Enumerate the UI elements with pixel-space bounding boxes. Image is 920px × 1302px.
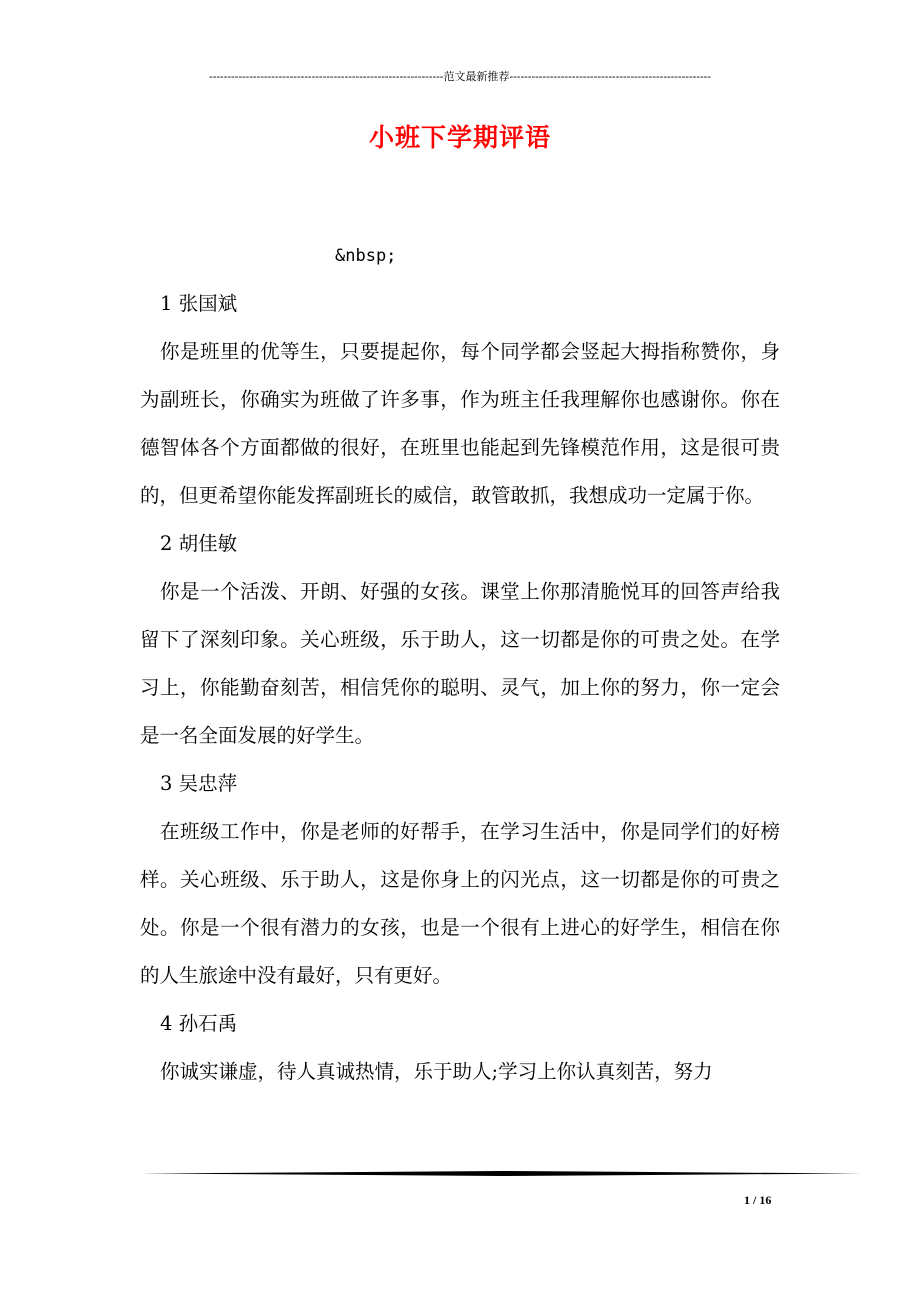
document-title: 小班下学期评语	[368, 123, 551, 152]
student-name: 3 吴忠萍	[160, 772, 238, 795]
student-name: 4 孙石禹	[160, 1012, 238, 1035]
comment-paragraph: 你诚实谦虚，待人真诚热情，乐于助人;学习上你认真刻苦，努力	[160, 1060, 713, 1083]
comment-paragraph: 在班级工作中，你是老师的好帮手，在学习生活中，你是同学们的好榜样。关心班级、乐于助人，这是你身上的闪光点，这一切都是你的可贵之处。你是一个很有潜力的女孩，也是一个很有上进心的好学生，相信在你的人生旅途中没有最好，只有更好。	[140, 820, 780, 987]
student-name: 2 胡佳敏	[160, 532, 238, 555]
page-number: 1 / 16	[744, 1193, 772, 1207]
student-name: 1 张国斌	[160, 292, 238, 315]
comment-paragraph: 你是一个活泼、开朗、好强的女孩。课堂上你那清脆悦耳的回答声给我留下了深刻印象。关心班级，乐于助人，这一切都是你的可贵之处。在学习上，你能勤奋刻苦，相信凭你的聪明、灵气，加上你的努力，你一定会是一名全面发展的好学生。	[140, 580, 780, 747]
header-rule: ----------------------------------------------------------------范文最新推荐-------------------------------------------------------	[209, 71, 711, 83]
comment-paragraph: 你是班里的优等生，只要提起你，每个同学都会竖起大拇指称赞你，身为副班长，你确实为班做了许多事，作为班主任我理解你也感谢你。你在德智体各个方面都做的很好，在班里也能起到先锋模范作用，这是很可贵的，但更希望你能发挥副班长的威信，敢管敢抓，我想成功一定属于你。	[140, 340, 780, 507]
footer-divider	[140, 1171, 862, 1176]
document-body	[140, 232, 780, 1096]
nbsp-line: &nbsp;	[335, 246, 397, 266]
